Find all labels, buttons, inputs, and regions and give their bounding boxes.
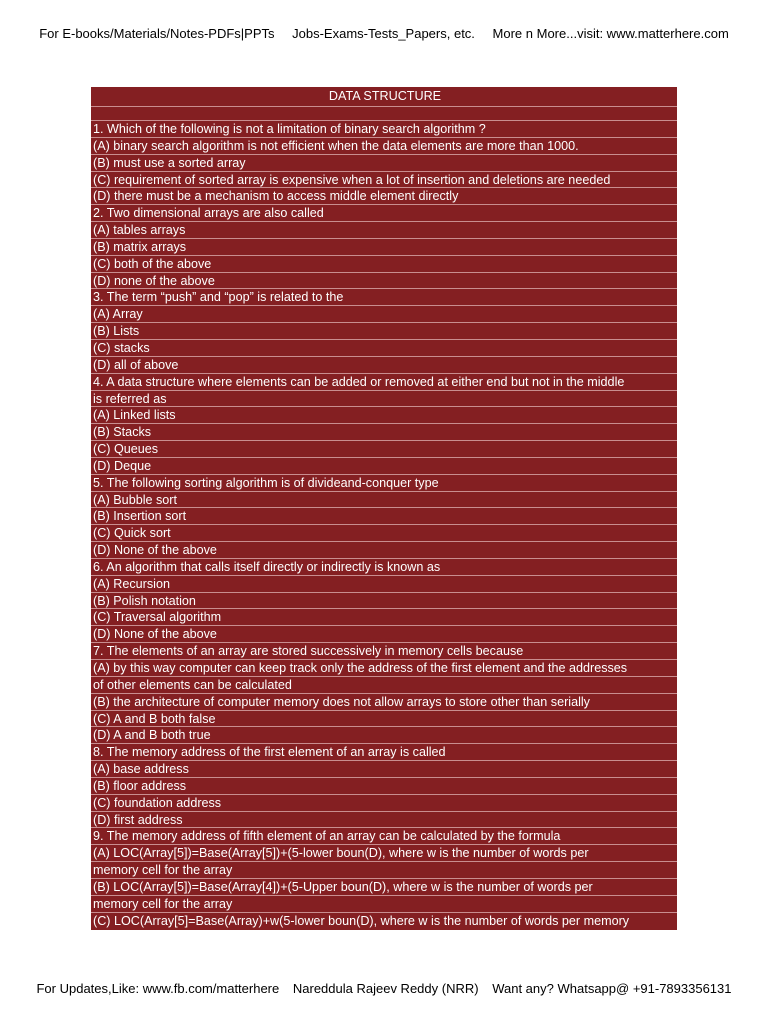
table-row: (A) Array (91, 306, 677, 323)
table-row: (D) None of the above (91, 626, 677, 643)
table-row: (C) foundation address (91, 795, 677, 812)
table-row: (B) Lists (91, 323, 677, 340)
table-row: (B) Polish notation (91, 593, 677, 610)
footer-author-text: Nareddula Rajeev Reddy (NRR) (292, 981, 479, 996)
header-website-text: More n More...visit: www.matterhere.com (492, 26, 729, 41)
page-header (0, 26, 768, 41)
table-row (91, 107, 677, 121)
table-row: of other elements can be calculated (91, 677, 677, 694)
table-row: (D) all of above (91, 357, 677, 374)
table-row: 1. Which of the following is not a limitation of binary search algorithm ? (91, 121, 677, 138)
table-row: (B) matrix arrays (91, 239, 677, 256)
table-row: (D) Deque (91, 458, 677, 475)
table-row: (D) none of the above (91, 273, 677, 290)
table-row: 9. The memory address of fifth element of an array can be calculated by the formula (91, 828, 677, 845)
table-row: (A) Recursion (91, 576, 677, 593)
table-row: (C) LOC(Array[5]=Base(Array)+w(5-lower boun(D), where w is the number of words per memory (93, 913, 630, 928)
table-row: (D) A and B both true (91, 727, 677, 744)
table-row: (D) there must be a mechanism to access middle element directly (91, 188, 677, 205)
table-row: (C) A and B both false (91, 711, 677, 728)
table-row: (B) floor address (91, 778, 677, 795)
table-row: (A) Linked lists (91, 407, 677, 424)
table-row: memory cell for the array (91, 896, 677, 913)
table-row: (A) base address (91, 761, 677, 778)
table-row: (C) requirement of sorted array is expensive when a lot of insertion and deletions are needed (91, 172, 677, 189)
table-title: DATA STRUCTURE (91, 87, 677, 107)
table-row: (A) Bubble sort (91, 492, 677, 509)
table-row: (A) by this way computer can keep track only the address of the first element and the addresses (91, 660, 677, 677)
page-footer (0, 981, 768, 996)
footer-whatsapp-text: Want any? Whatsapp@ +91-7893356131 (492, 981, 732, 996)
header-jobs-text: Jobs-Exams-Tests_Papers, etc. (292, 26, 475, 41)
table-row: 6. An algorithm that calls itself directly or indirectly is known as (91, 559, 677, 576)
table-row: (A) binary search algorithm is not efficient when the data elements are more than 1000. (91, 138, 677, 155)
table-row: (B) Insertion sort (91, 508, 677, 525)
table-row: (A) LOC(Array[5])=Base(Array[5])+(5-lower boun(D), where w is the number of words per (91, 845, 677, 862)
table-rows (91, 107, 677, 930)
table-row: 4. A data structure where elements can be added or removed at either end but not in the middle (91, 374, 677, 391)
footer-facebook-text: For Updates,Like: www.fb.com/matterhere (36, 981, 280, 996)
table-row: (C) Quick sort (91, 525, 677, 542)
table-row: (B) Stacks (91, 424, 677, 441)
table-row: (C) stacks (91, 340, 677, 357)
table-row: memory cell for the array (91, 862, 677, 879)
header-ebooks-text: For E-books/Materials/Notes-PDFs|PPTs (39, 26, 275, 41)
table-row: (C) both of the above (91, 256, 677, 273)
table-row: (C) Queues (91, 441, 677, 458)
table-row: 8. The memory address of the first element of an array is called (91, 744, 677, 761)
table-row: 7. The elements of an array are stored successively in memory cells because (91, 643, 677, 660)
table-row: (A) tables arrays (91, 222, 677, 239)
table-row: 5. The following sorting algorithm is of divideand-conquer type (91, 475, 677, 492)
question-table (91, 87, 677, 930)
table-row: 2. Two dimensional arrays are also called (91, 205, 677, 222)
table-row: (D) None of the above (91, 542, 677, 559)
table-row: (B) must use a sorted array (91, 155, 677, 172)
table-row: 3. The term “push” and “pop” is related to the (91, 289, 677, 306)
table-row: (B) LOC(Array[5])=Base(Array[4])+(5-Upper boun(D), where w is the number of words per (91, 879, 677, 896)
table-row: (C) Traversal algorithm (91, 609, 677, 626)
table-row: (D) first address (91, 812, 677, 829)
table-row: (B) the architecture of computer memory does not allow arrays to store other than serially (91, 694, 677, 711)
table-row: is referred as (91, 391, 677, 408)
